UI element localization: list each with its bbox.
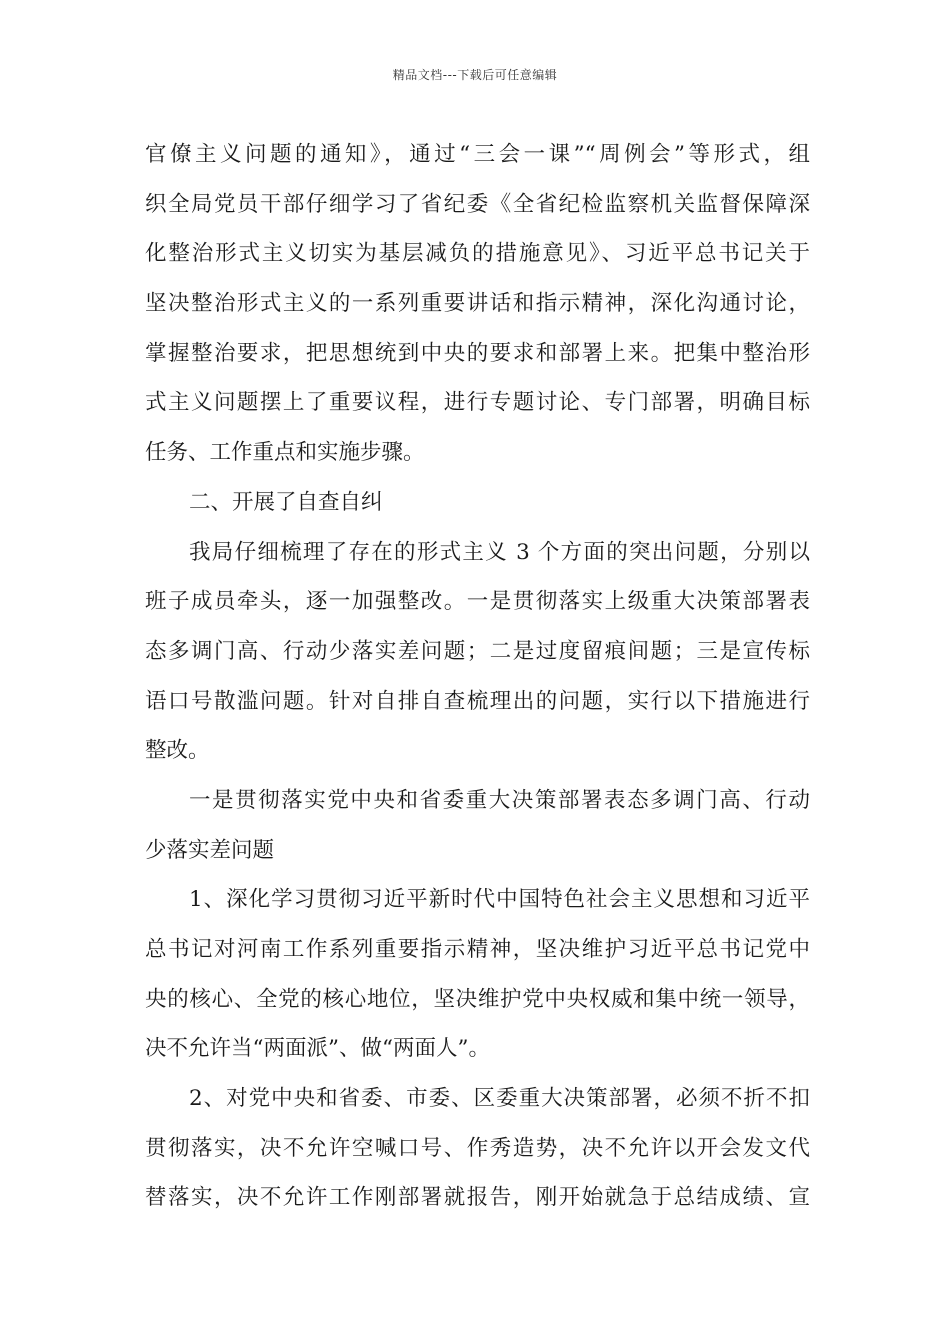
text-line: 二、开展了自查自纠 <box>189 489 383 515</box>
text-line: 1、深化学习贯彻习近平新时代中国特色社会主义思想和习近平 <box>189 887 810 913</box>
page-header: 精品文档---下载后可任意编辑 <box>392 68 558 82</box>
text-line: 坚决整治形式主义的一系列重要讲话和指示精神，深化沟通讨论， <box>145 291 810 317</box>
text-line: 语口号散滥问题。针对自排自查梳理出的问题，实行以下措施进行 <box>145 688 810 714</box>
text-line: 我局仔细梳理了存在的形式主义 3 个方面的突出问题，分别以 <box>189 539 810 565</box>
text-line: 态多调门高、行动少落实差问题；二是过度留痕间题；三是宣传标 <box>145 638 810 664</box>
text-line: 班子成员牵头，逐一加强整改。一是贯彻落实上级重大决策部署表 <box>145 589 810 615</box>
text-line: 2、对党中央和省委、市委、区委重大决策部署，必须不折不扣 <box>189 1086 810 1112</box>
text-line: 少落实差问题 <box>145 837 275 863</box>
document-body <box>145 130 810 1223</box>
text-line: 决不允许当“两面派”、做“两面人”。 <box>145 1036 490 1062</box>
text-line: 替落实，决不允许工作刚部署就报告，刚开始就急于总结成绩、宣 <box>145 1185 810 1211</box>
text-line: 任务、工作重点和实施步骤。 <box>145 440 425 466</box>
text-line: 整改。 <box>145 738 210 764</box>
text-line: 总书记对河南工作系列重要指示精神，坚决维护习近平总书记党中 <box>145 937 810 962</box>
text-line: 央的核心、全党的核心地位，坚决维护党中央权威和集中统一领导， <box>145 986 810 1012</box>
text-line: 一是贯彻落实党中央和省委重大决策部署表态多调门高、行动 <box>189 787 810 813</box>
text-line: 式主义问题摆上了重要议程，进行专题讨论、专门部署，明确目标 <box>145 390 810 416</box>
text-line: 化整治形式主义切实为基层减负的措施意见》、习近平总书记关于 <box>145 241 810 267</box>
text-line: 官僚主义问题的通知》，通过“三会一课”“周例会”等形式，组 <box>145 142 810 167</box>
text-line: 掌握整治要求，把思想统到中央的要求和部署上来。把集中整治形 <box>145 340 810 366</box>
text-line: 织全局党员干部仔细学习了省纪委《全省纪检监察机关监督保障深 <box>145 191 810 217</box>
text-line: 贯彻落实，决不允许空喊口号、作秀造势，决不允许以开会发文代 <box>145 1135 810 1161</box>
